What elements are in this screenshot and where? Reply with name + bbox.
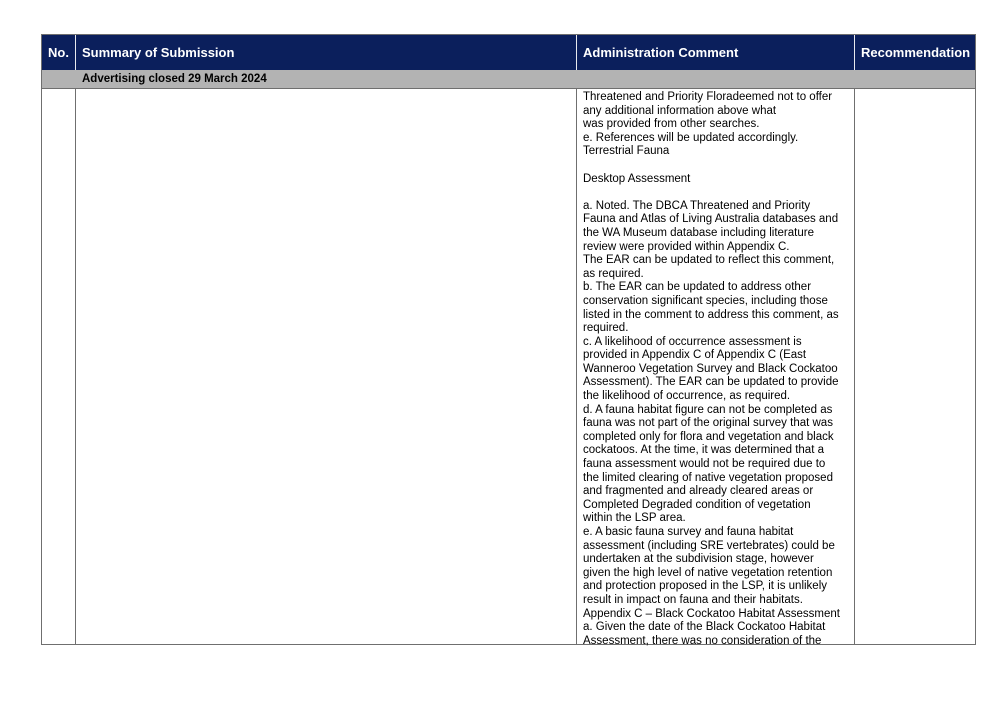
admin-comment-line: and protection proposed in the LSP, it is unlikely [583, 580, 827, 593]
admin-comment-line: Desktop Assessment [583, 172, 691, 185]
admin-comment-line: provided in Appendix C of Appendix C (East [583, 349, 807, 362]
admin-comment-line: review were provided within Appendix C. [583, 240, 790, 253]
admin-comment-line: required. [583, 322, 629, 335]
admin-comment-line: and fragmented and already cleared areas or [583, 485, 814, 498]
admin-comment-line [583, 186, 855, 200]
admin-comment-line: a. Given the date of the Black Cockatoo Habitat [583, 621, 826, 634]
header-divider [854, 35, 855, 70]
header-recommendation: Recommendation [861, 45, 971, 60]
admin-comment-line: assessment (including SRE vertebrates) could be [583, 539, 835, 552]
header-no: No. [48, 45, 69, 60]
group-row [42, 70, 975, 89]
admin-comment-line: as required. [583, 267, 644, 280]
table-header-row [42, 35, 975, 70]
admin-comment-line: the WA Museum database including literature [583, 226, 814, 239]
admin-comment-line: completed only for flora and vegetation and black [583, 430, 834, 443]
column-divider [576, 89, 577, 644]
admin-comment-line: Appendix C – Black Cockatoo Habitat Assessment [583, 607, 840, 620]
admin-comment-line: fauna assessment would not be required due to [583, 458, 826, 471]
header-summary: Summary of Submission [82, 45, 235, 60]
admin-comment-line: listed in the comment to address this comment, as [583, 308, 839, 321]
admin-comment-line: d. A fauna habitat figure can not be completed as [583, 403, 833, 416]
admin-comment-line: within the LSP area. [583, 512, 686, 525]
header-divider [75, 35, 76, 70]
admin-comment-line: any additional information above what [583, 104, 777, 117]
submissions-table [41, 34, 976, 645]
header-admin-comment: Administration Comment [583, 45, 739, 60]
admin-comment-line: Fauna and Atlas of Living Australia databases and [583, 213, 839, 226]
admin-comment-line: fauna was not part of the original survey that was [583, 417, 833, 430]
admin-comment-line: Threatened and Priority Floradeemed not to offer [583, 91, 833, 103]
admin-comment-line: b. The EAR can be updated to address other [583, 281, 812, 294]
admin-comment-line: was provided from other searches. [583, 118, 760, 131]
admin-comment-line: Wanneroo Vegetation Survey and Black Cockatoo [583, 362, 838, 375]
admin-comment-line: Assessment). The EAR can be updated to provide [583, 376, 839, 389]
admin-comment-line: Assessment, there was no consideration of the [583, 634, 822, 647]
cell-administration-comment [583, 91, 855, 648]
admin-comment-line: given the high level of native vegetation retention [583, 566, 833, 579]
admin-comment-line: The EAR can be updated to reflect this comment, [583, 254, 835, 267]
admin-comment-line: result in impact on fauna and their habitats. [583, 593, 803, 606]
admin-comment-line: a. Noted. The DBCA Threatened and Priority [583, 199, 811, 212]
admin-comment-line: the limited clearing of native vegetation proposed [583, 471, 833, 484]
admin-comment-line: conservation significant species, including those [583, 294, 828, 307]
admin-comment-line: cockatoos. At the time, it was determined that a [583, 444, 824, 457]
admin-comment-line: the likelihood of occurrence, as required. [583, 390, 791, 403]
admin-comment-line: e. A basic fauna survey and fauna habitat [583, 526, 794, 538]
header-divider [576, 35, 577, 70]
admin-comment-line: c. A likelihood of occurrence assessment is [583, 335, 802, 348]
column-divider [75, 89, 76, 644]
admin-comment-line: Completed Degraded condition of vegetation [583, 498, 811, 511]
admin-comment-line: undertaken at the subdivision stage, however [583, 553, 814, 566]
admin-comment-line [583, 159, 855, 173]
admin-comment-line: e. References will be updated accordingly. [583, 131, 799, 144]
admin-comment-line: Terrestrial Fauna [583, 145, 670, 158]
group-row-label: Advertising closed 29 March 2024 [82, 73, 267, 85]
